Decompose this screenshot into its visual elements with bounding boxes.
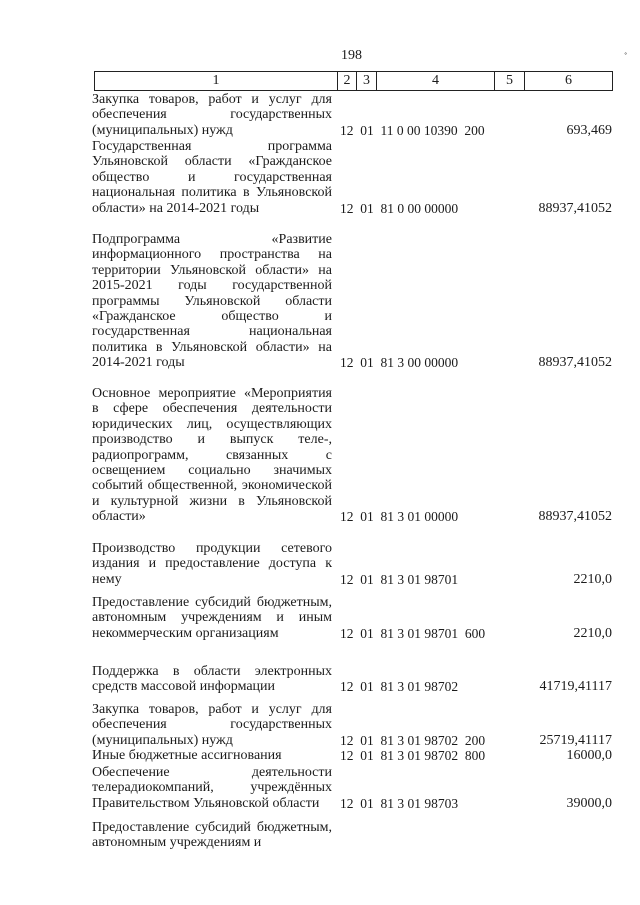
header-col-5: 5 <box>495 72 525 90</box>
table-row <box>92 765 612 811</box>
row-sum: 88937,41052 <box>538 355 612 371</box>
row-code: 12 01 81 3 01 98702 <box>340 679 459 695</box>
row-sum: 88937,41052 <box>538 200 612 216</box>
row-code: 12 01 81 3 00 00000 <box>340 355 459 371</box>
row-code: 12 01 81 3 01 00000 <box>340 509 459 525</box>
row-description: Производство продукции сетевого издания и предоставление доступа к нему <box>92 541 332 587</box>
page-number: 198 <box>341 48 362 63</box>
table-row <box>92 386 612 525</box>
table-row <box>92 664 612 695</box>
table-row <box>92 541 612 587</box>
row-code: 12 01 81 3 01 98703 <box>340 795 459 811</box>
row-sum: 693,469 <box>566 122 612 138</box>
row-sum: 39000,0 <box>566 795 612 811</box>
row-sum: 41719,41117 <box>539 679 612 695</box>
row-code: 12 01 81 3 01 98702 200 <box>340 732 486 748</box>
row-description: Закупка товаров, работ и услуг для обеспечения государственных (муниципальных) нужд <box>92 702 332 748</box>
table-row <box>92 595 612 641</box>
row-code: 12 01 11 0 00 10390 200 <box>340 122 485 138</box>
row-description: Подпрограмма «Развитие информационного пространства на территории Ульяновской области» на 2015-2021 годы государственной программы Ульяновской области «Гражданское общество и государственная национальная политика в Ульяновской области» на 2014-2021 годы <box>92 232 332 371</box>
row-code: 12 01 81 3 01 98702 800 <box>340 748 486 763</box>
header-col-3: 3 <box>357 72 377 90</box>
scan-mark: ˳ <box>624 44 628 55</box>
row-sum: 25719,41117 <box>539 732 612 748</box>
row-sum: 16000,0 <box>566 748 612 763</box>
table-row <box>92 232 612 371</box>
header-col-1: 1 <box>95 72 338 90</box>
row-description: Предоставление субсидий бюджетным, автономным учреждениям и <box>92 820 332 851</box>
table-row <box>92 702 612 748</box>
row-description: Поддержка в области электронных средств массовой информации <box>92 664 332 695</box>
header-col-4: 4 <box>377 72 495 90</box>
row-code: 12 01 81 0 00 00000 <box>340 200 459 216</box>
row-description: Основное мероприятие «Мероприятия в сфере обеспечения деятельности юридических лиц, осуществляющих производство и выпуск теле-, радиопрограмм, связанных с освещением социально значимых событий общественной, экономической и культурной жизни в Ульяновской области» <box>92 386 332 525</box>
table-row <box>92 820 612 851</box>
row-description: Государственная программа Ульяновской области «Гражданское общество и государственная национальная политика в Ульяновской области» на 2014-2021 годы <box>92 139 332 216</box>
row-sum: 2210,0 <box>573 571 612 587</box>
row-code: 12 01 81 3 01 98701 600 <box>340 625 486 641</box>
header-col-2: 2 <box>338 72 357 90</box>
row-description: Закупка товаров, работ и услуг для обеспечения государственных (муниципальных) нужд <box>92 92 332 138</box>
table-row <box>92 139 612 216</box>
row-sum: 88937,41052 <box>538 509 612 525</box>
row-description: Обеспечение деятельности телерадиокомпаний, учреждённых Правительством Ульяновской области <box>92 765 332 811</box>
table-row <box>92 92 612 138</box>
row-code: 12 01 81 3 01 98701 <box>340 571 459 587</box>
row-sum: 2210,0 <box>573 625 612 641</box>
row-description: Иные бюджетные ассигнования <box>92 748 282 763</box>
header-col-6: 6 <box>565 73 572 88</box>
table-row <box>92 748 612 763</box>
table-header <box>94 71 613 91</box>
row-description: Предоставление субсидий бюджетным, автономным учреждениям и иным некоммерческим организациям <box>92 595 332 641</box>
